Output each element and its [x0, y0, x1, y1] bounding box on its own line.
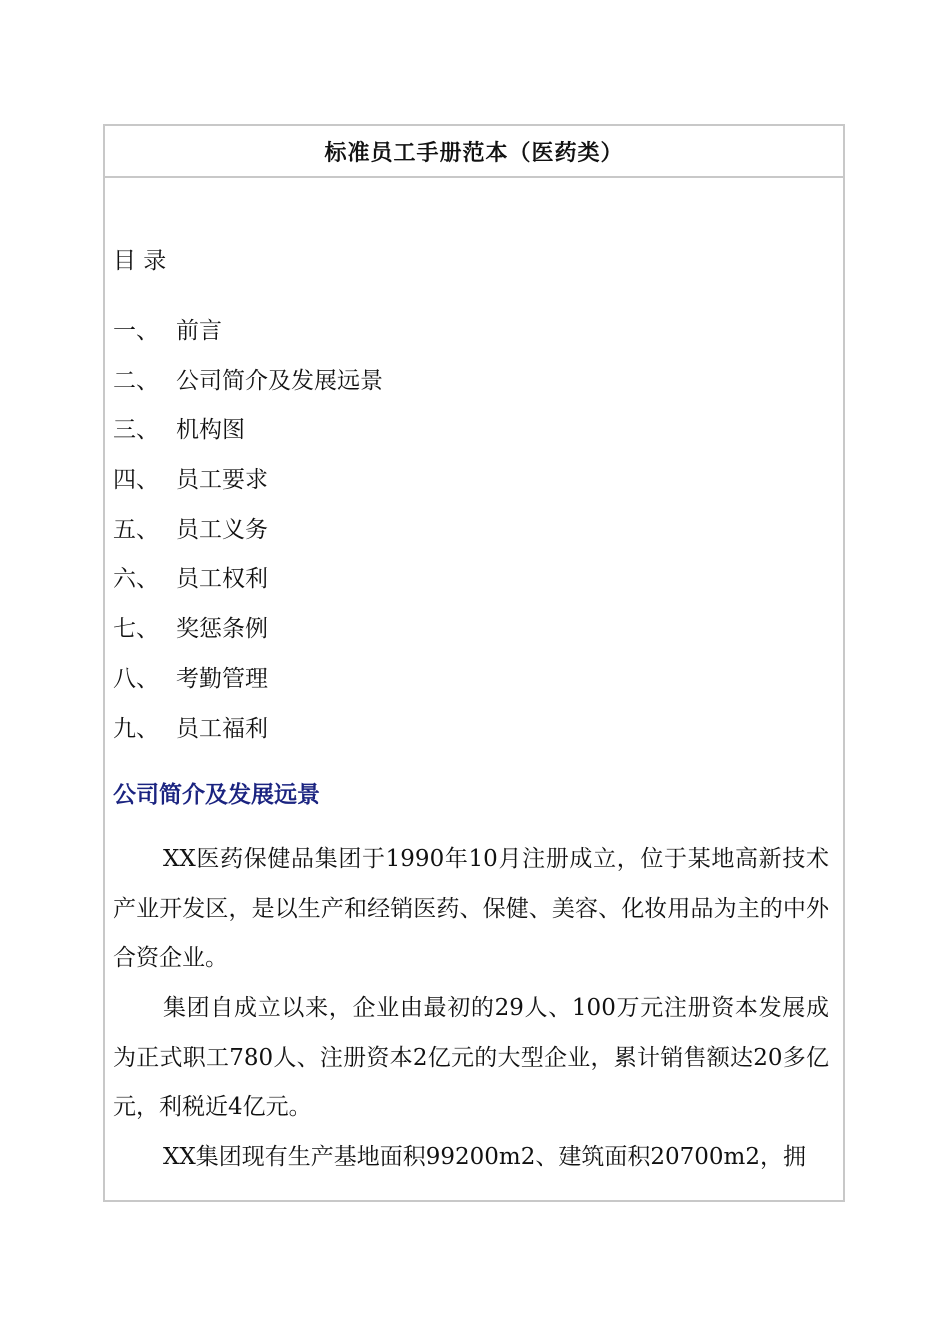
toc-item [113, 714, 829, 764]
toc-item [113, 316, 829, 366]
toc-list [113, 316, 829, 763]
toc-number: 七、 [113, 616, 159, 643]
document-title: 标准员工手册范本（医药类） [324, 140, 624, 166]
body-paragraph: 集团自成立以来，企业由最初的29人、100万元注册资本发展成为正式职工780人、注册资本2亿元的大型企业，累计销售额达20多亿元，利税近4亿元。 [113, 994, 829, 1121]
toc-number: 二、 [113, 367, 159, 394]
toc-item [113, 515, 829, 565]
body-paragraph: XX医药保健品集团于1990年10月注册成立，位于某地高新技术产业开发区，是以生产和经销医药、保健、美容、化妆用品为主的中外合资企业。 [113, 846, 829, 972]
section-heading: 公司简介及发展远景 [113, 782, 320, 809]
toc-number: 四、 [113, 467, 159, 494]
toc-item [113, 664, 829, 714]
toc-label: 考勤管理 [176, 665, 268, 692]
toc-label: 公司简介及发展远景 [176, 367, 383, 394]
toc-label: 员工权利 [176, 566, 268, 593]
toc-label: 前言 [176, 318, 222, 344]
toc-number: 五、 [113, 516, 159, 543]
document-frame [103, 124, 845, 1202]
toc-label: 员工要求 [176, 467, 268, 494]
body-paragraph: XX集团现有生产基地面积99200m2、建筑面积20700m2，拥 [163, 1143, 806, 1170]
toc-item [113, 415, 829, 465]
toc-heading: 目 录 [113, 248, 167, 274]
toc-label: 员工义务 [176, 516, 268, 543]
toc-item [113, 614, 829, 664]
toc-number: 九、 [113, 715, 159, 742]
toc-number: 六、 [113, 566, 159, 593]
document-body [105, 246, 843, 1182]
toc-item [113, 366, 829, 416]
toc-label: 机构图 [176, 417, 245, 444]
toc-label: 员工福利 [176, 715, 268, 742]
toc-number: 三、 [113, 417, 159, 444]
toc-label: 奖惩条例 [176, 616, 268, 643]
toc-item [113, 465, 829, 515]
toc-number: 一、 [113, 318, 159, 344]
toc-item [113, 564, 829, 614]
title-row [105, 126, 843, 178]
toc-number: 八、 [113, 665, 159, 692]
